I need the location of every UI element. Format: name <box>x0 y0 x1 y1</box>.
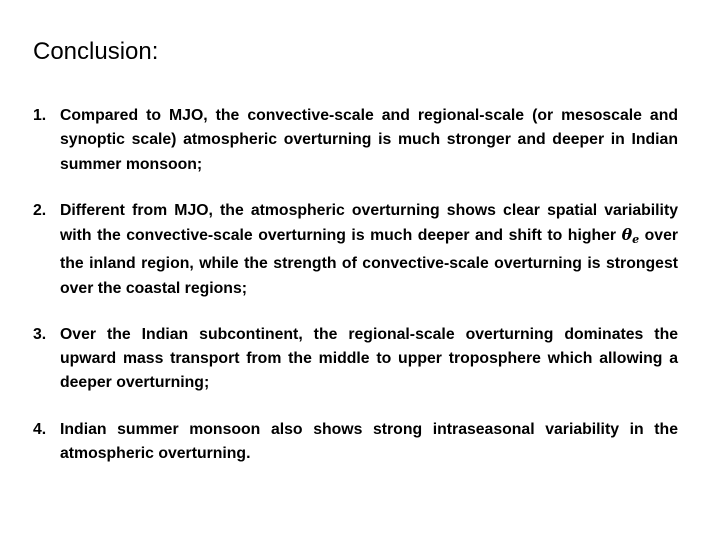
list-item <box>33 418 678 467</box>
conclusion-list <box>33 104 678 488</box>
theta-e-symbol <box>622 225 640 244</box>
item-text-before: Different from MJO, the atmospheric overturning shows clear spatial variability with the convective-scale overturning is much deeper and shift to higher <box>60 201 678 245</box>
list-item <box>33 199 678 301</box>
item-number: 2. <box>33 201 47 219</box>
item-text: Indian summer monsoon also shows strong intraseasonal variability in the atmospheric overturning. <box>60 420 678 463</box>
item-text-after: over the inland region, while the strength of convective-scale overturning is strongest over the coastal regions; <box>60 227 679 297</box>
list-item <box>33 323 678 396</box>
item-number: 4. <box>33 420 47 438</box>
slide-title: Conclusion: <box>33 38 159 65</box>
item-text: Over the Indian subcontinent, the regional-scale overturning dominates the upward mass transport from the middle to upper troposphere which allowing a deeper overturning; <box>60 325 678 392</box>
theta-subscript: e <box>632 232 640 246</box>
item-number: 3. <box>33 325 47 343</box>
item-text: Compared to MJO, the convective-scale and regional-scale (or mesoscale and synoptic scale) atmospheric overturning is much stronger and deeper in Indian summer monsoon; <box>60 107 678 173</box>
item-number: 1. <box>33 107 47 124</box>
list-item <box>33 104 678 177</box>
theta-symbol: θ <box>621 225 633 245</box>
